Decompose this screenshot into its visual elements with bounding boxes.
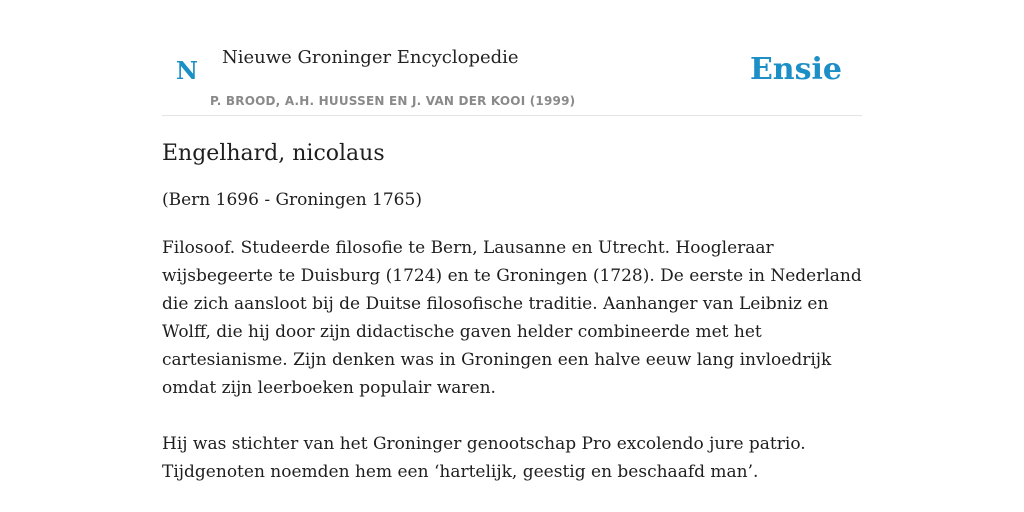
entry-paragraph-2: Hij was stichter van het Groninger genootschap Pro excolendo jure patrio. Tijdgenoten noemden hem een ‘hartelijk, geestig en beschaafd man’. (162, 434, 806, 482)
entry-paragraph-1: Filosoof. Studeerde filosofie te Bern, Lausanne en Utrecht. Hoogleraar wijsbegeerte te Duisburg (1724) en te Groningen (1728). De eerste in Nederland die zich aansloot bij de Duitse filosofische traditie. Aanhanger van Leibniz en Wolff, die hij door zijn didactische gaven helder combineerde met het cartesianisme. Zijn denken was in Groningen een halve eeuw lang invloedrijk omdat zijn leerboeken populair waren. (162, 238, 862, 398)
entry-subtitle: (Bern 1696 - Groningen 1765) (162, 190, 422, 210)
header (162, 0, 862, 116)
entry-content (162, 136, 862, 512)
entry-title: Engelhard, nicolaus (162, 141, 385, 166)
book-title-link[interactable]: Nieuwe Groninger Encyclopedie (222, 47, 519, 68)
ensie-logo[interactable]: Ensie (749, 52, 842, 87)
book-authors: P. BROOD, A.H. HUUSSEN EN J. VAN DER KOOI (1999) (210, 94, 576, 108)
book-logo-icon[interactable]: N (176, 56, 198, 85)
